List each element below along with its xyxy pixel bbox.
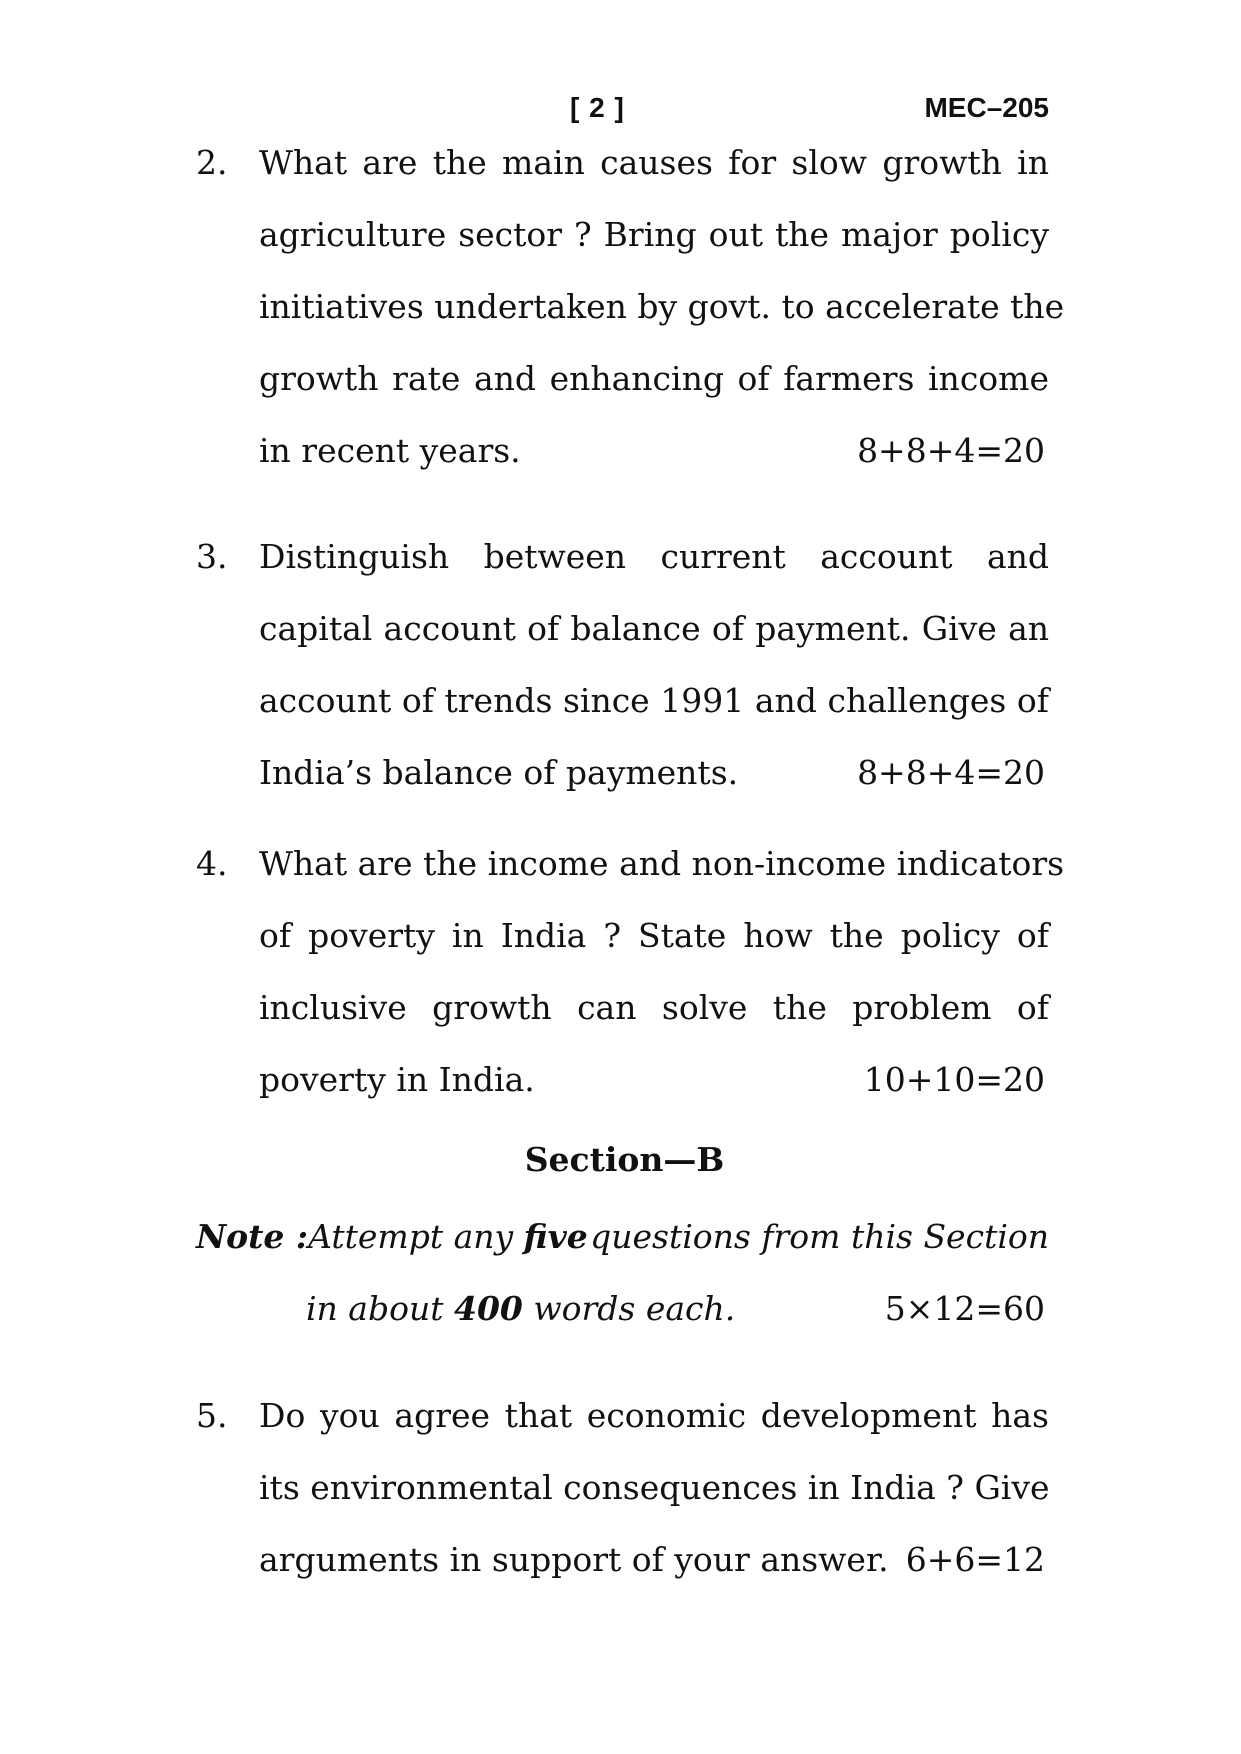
section-title: Section—B [524,1140,725,1179]
note-line-1 [196,1201,1049,1273]
question-marks: 8+8+4=20 [857,431,1045,470]
question-line: its environmental consequences in India ? Give [259,1468,1050,1507]
question-line: in recent years. [259,431,521,470]
question-line: arguments in support of your answer. [259,1540,889,1579]
question-text [259,521,1049,809]
note-label: Note : [196,1217,309,1256]
note-marks: 5×12=60 [884,1289,1045,1328]
question-text [259,127,1065,487]
question-number: 2. [196,143,228,182]
question-line: initiatives undertaken by govt. to accelerate the [259,287,1065,326]
question-line: What are the main causes for slow growth in [259,143,1049,182]
note-line-2 [306,1273,1049,1345]
question-last-line [259,1044,1049,1116]
question-line: growth rate and enhancing of farmers income [259,359,1049,398]
question-last-line [259,415,1049,487]
course-code: MEC–205 [924,92,1049,123]
question-line: What are the income and non-income indicators [259,844,1065,883]
question-number: 3. [196,537,228,576]
question-last-line [259,737,1049,809]
question-4 [196,828,1065,1116]
note-text: words each. [533,1289,736,1328]
question-text [259,1380,1049,1596]
question-number: 5. [196,1396,228,1435]
question-line: capital account of balance of payment. Give an [259,609,1049,648]
question-marks: 8+8+4=20 [857,753,1045,792]
page-number: [ 2 ] [570,92,625,123]
note-text: questions from this Section [590,1217,1049,1256]
question-last-line [259,1524,1049,1596]
question-number: 4. [196,844,228,883]
question-line: inclusive growth can solve the problem of [259,988,1049,1027]
note-text: in about [306,1289,444,1328]
question-line: of poverty in India ? State how the policy of [259,916,1049,955]
question-line: India’s balance of payments. [259,753,739,792]
note-emphasis: 400 [453,1289,523,1328]
question-3 [196,521,1049,809]
question-5 [196,1380,1049,1596]
question-line: poverty in India. [259,1060,535,1099]
question-2 [196,127,1065,487]
note-text: Attempt any [308,1217,514,1256]
question-marks: 6+6=12 [905,1540,1045,1579]
question-marks: 10+10=20 [863,1060,1045,1099]
note-emphasis: five [523,1217,588,1256]
question-line: Do you agree that economic development has [259,1396,1049,1435]
question-line: Distinguish between current account and [259,537,1049,576]
question-line: account of trends since 1991 and challenges of [259,681,1049,720]
question-line: agriculture sector ? Bring out the major policy [259,215,1049,254]
question-text [259,828,1065,1116]
section-note [196,1201,1049,1345]
